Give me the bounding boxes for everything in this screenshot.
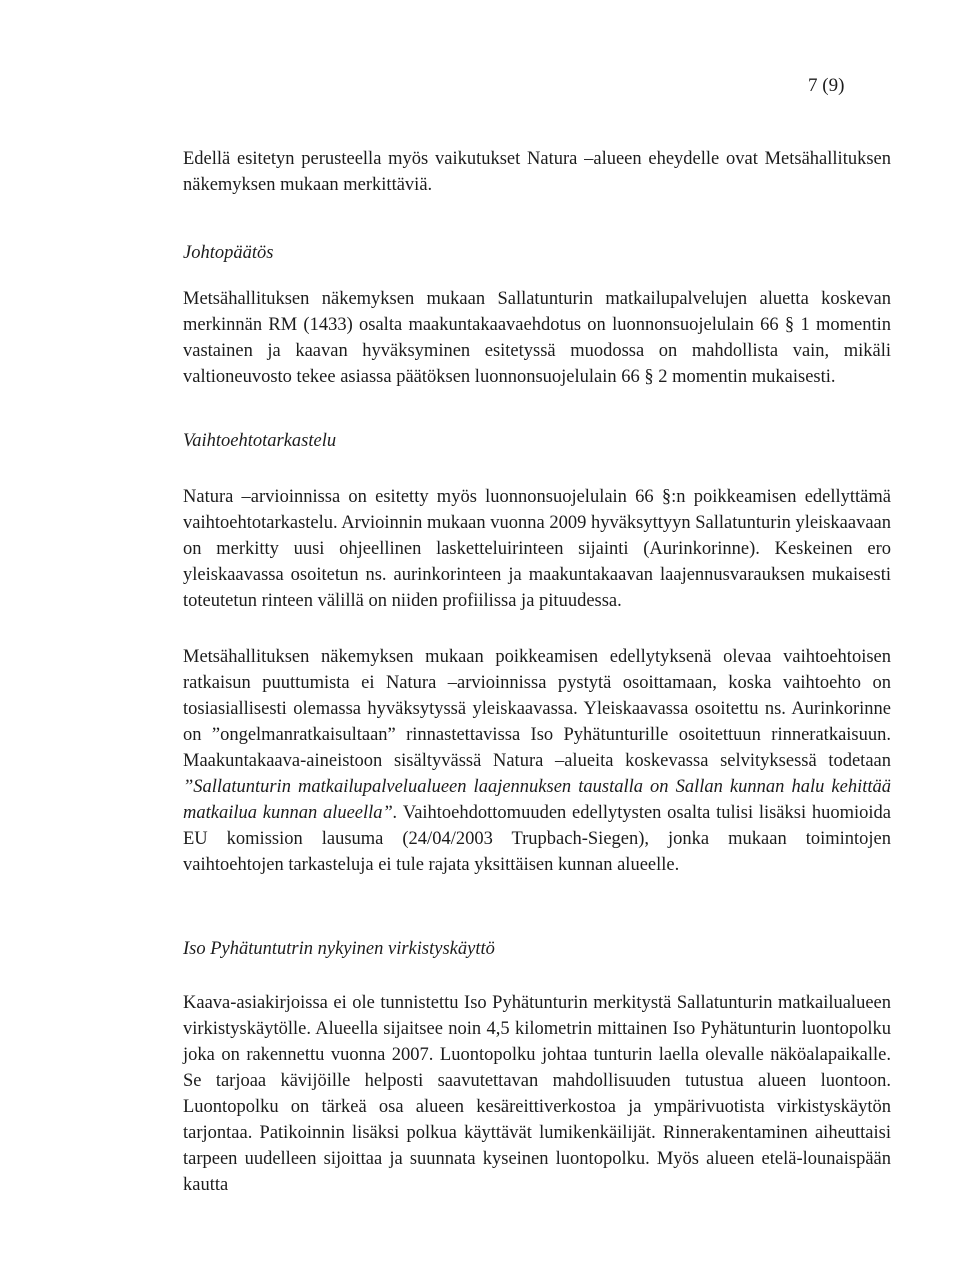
- paragraph-conclusion: Metsähallituksen näkemyksen mukaan Sallatunturin matkailupalvelujen aluetta koskevan merkinnän RM (1433) osalta maakuntakaavaehdotus on luonnonsuojelulain 66 § 1 momentin vastainen ja kaavan hyväksyminen esitetyssä muodossa on mahdollista vain, mikäli valtioneuvosto tekee asiassa päätöksen luonnonsuojelulain 66 § 2 momentin mukaisesti.: [183, 289, 891, 387]
- quoted-statement: ”Sallatunturin matkailupalvelualueen laajennuksen taustalla on Sallan kunnan halu kehittää matkailua kunnan alueella”.: [183, 777, 891, 823]
- page-number: 7 (9): [808, 75, 845, 96]
- paragraph-impact-summary: Edellä esitetyn perusteella myös vaikutukset Natura –alueen eheydelle ovat Metsähallituksen näkemyksen mukaan merkittäviä.: [183, 149, 891, 195]
- heading-iso-pyhatunturi: Iso Pyhätuntutrin nykyinen virkistyskäyttö: [183, 939, 495, 959]
- paragraph-recreational-use: Kaava-asiakirjoissa ei ole tunnistettu Iso Pyhätunturin merkitystä Sallatunturin matkailualueen virkistyskäytölle. Alueella sijaitsee noin 4,5 kilometrin mittainen Iso Pyhätunturin luontopolku joka on rakennettu vuonna 2007. Luontopolku johtaa tunturin laella olevalle näköalapaikalle. Se tarjoaa kävijöille helposti saavutettavan mahdollisuuden tutustua alueen luontoon. Luontopolku on tärkeä osa alueen kesäreittiverkostoa ja ympärivuotista virkistyskäytön tarjontaa. Patikoinnin lisäksi polkua käyttävät lumikenkäilijät. Rinnerakentaminen aiheuttaisi tarpeen uudelleen sijoittaa ja suunnata kyseinen luontopolku. Myös alueen etelä-lounaispään kautta: [183, 993, 891, 1195]
- paragraph-metsahallitus-view-part2: Vaihtoehdottomuuden edellytysten osalta tulisi lisäksi huomioida EU komission lausuma (24/04/2003 Trupbach-Siegen), jonka mukaan toimintojen vaihtoehtojen tarkasteluja ei tule rajata yksittäisen kunnan alueelle.: [183, 803, 891, 875]
- heading-johtopaatos: Johtopäätös: [183, 243, 274, 263]
- document-body: [183, 146, 891, 1198]
- paragraph-alternative-review: Natura –arvioinnissa on esitetty myös luonnonsuojelulain 66 §:n poikkeamisen edellyttämä vaihtoehtotarkastelu. Arvioinnin mukaan vuonna 2009 hyväksyttyyn Sallatunturin yleiskaavaan on merkitty uusi ohjeellinen lasketteluirinteen sijainti (Aurinkorinne). Keskeinen ero yleiskaavassa osoitetun ns. aurinkorinteen ja maakuntakaavan laajennusvarauksen mukaisesti toteutetun rinteen välillä on niiden profiilissa ja pituudessa.: [183, 487, 891, 611]
- paragraph-metsahallitus-view: [183, 644, 891, 878]
- paragraph-metsahallitus-view-part1: Metsähallituksen näkemyksen mukaan poikkeamisen edellytyksenä olevaa vaihtoehtoisen ratkaisun puuttumista ei Natura –arvioinnissa pystytä osoittamaan, koska vaihtoehto on tosiasiallisesti olemassa hyväksytyssä yleiskaavassa. Yleiskaavassa osoitettu ns. Aurinkorinne on ”ongelmanratkaisultaan” rinnastettavissa Iso Pyhätunturille osoitettuun rinneratkaisuun. Maakuntakaava-aineistoon sisältyvässä Natura –alueita koskevassa selvityksessä todetaan: [183, 647, 891, 771]
- heading-vaihtoehtotarkastelu: Vaihtoehtotarkastelu: [183, 431, 337, 451]
